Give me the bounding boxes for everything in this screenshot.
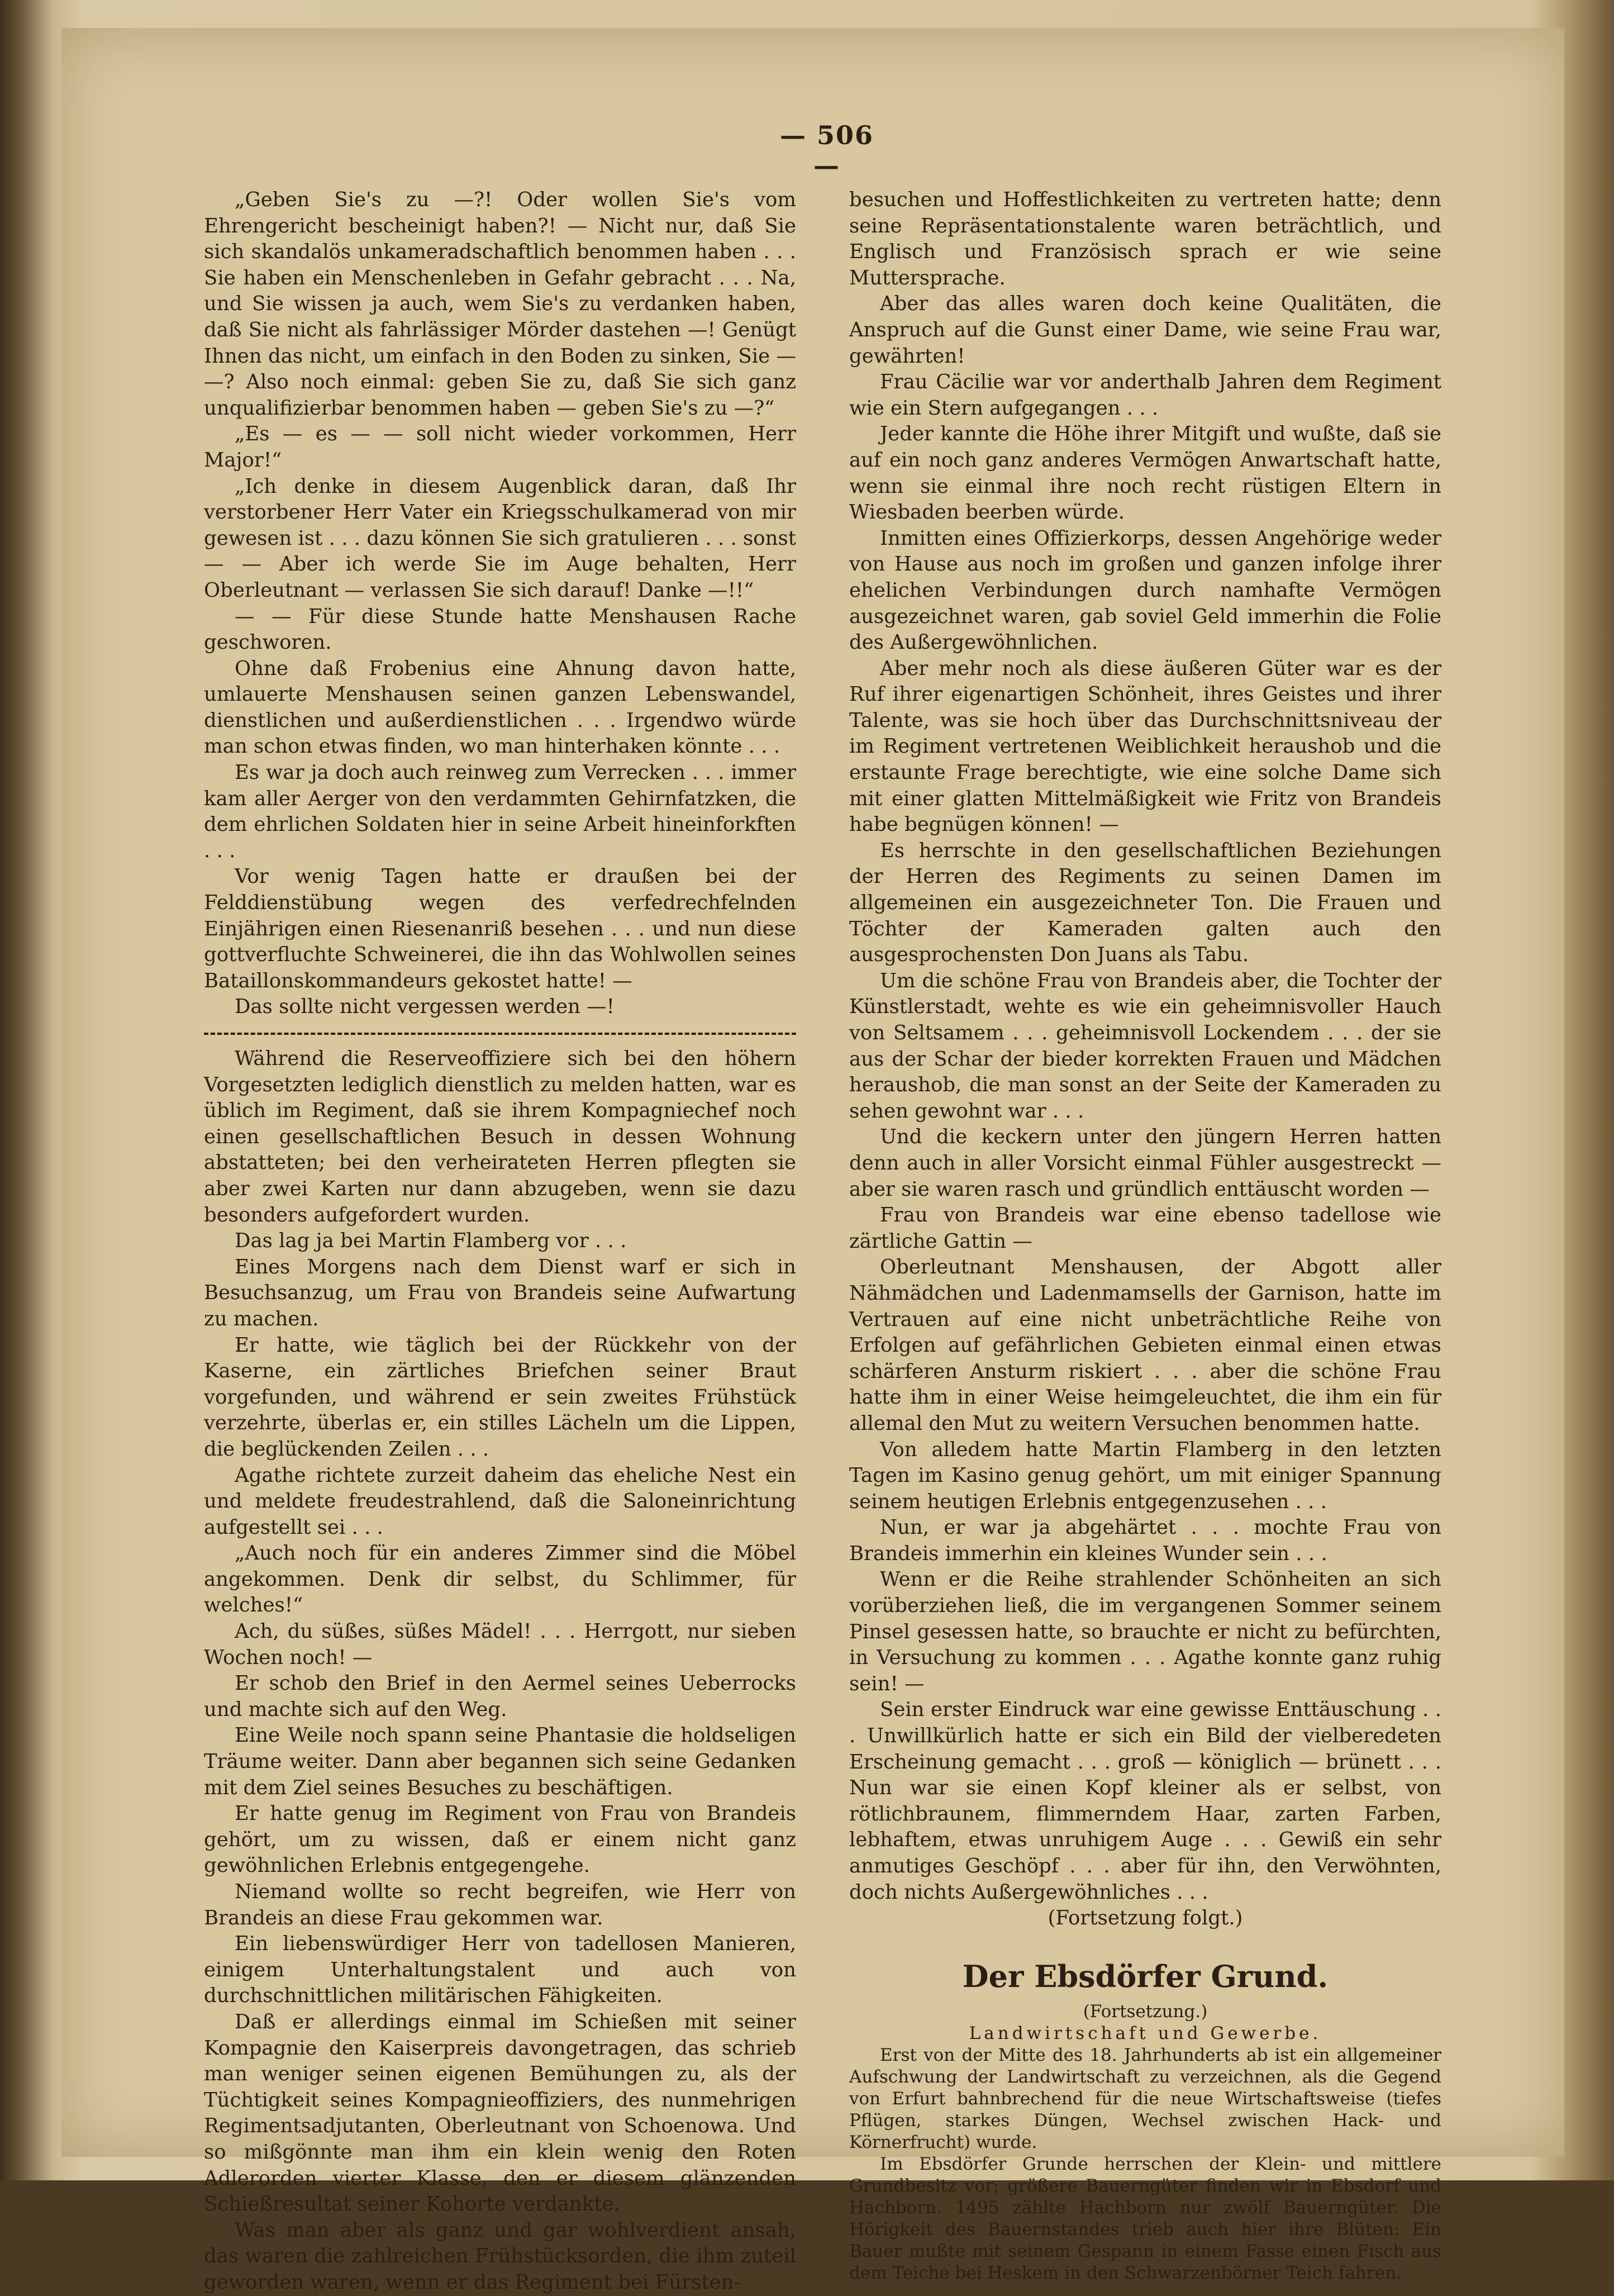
paragraph: Daß er allerdings einmal im Schießen mit seiner Kompagnie den Kaiserpreis davongetragen, das schrieb man weniger seinen eigenen Bemühungen zu, als der Tüchtigkeit seines Kompagnieoffiziers, des nunmehrigen Regimentsadjutanten, Oberleutnant von Schoenowa. Und so mißgönnte man ihm ein klein wenig den Roten Adlerorden vierter Klasse, den er diesem glänzenden Schießresultat seiner Kohorte verdankte. bbox=[204, 2010, 796, 2216]
paragraph: Eines Morgens nach dem Dienst warf er sich in Besuchsanzug, um Frau von Brandeis seine Aufwartung zu machen. bbox=[204, 1255, 796, 1330]
left-column bbox=[204, 187, 796, 2296]
paragraph: Niemand wollte so recht begreifen, wie Herr von Brandeis an diese Frau gekommen war. bbox=[204, 1880, 796, 1929]
paragraph: Während die Reserveoffiziere sich bei den höhern Vorgesetzten lediglich dienstlich zu melden hatten, war es üblich im Regiment, daß sie ihrem Kompagniechef noch einen gesellschaftlichen Besuch in dessen Wohnung abstatteten; bei den verheirateten Herren pflegten sie aber zwei Karten nur dann abzugeben, wenn sie dazu besonders aufgefordert wurden. bbox=[204, 1047, 796, 1227]
paragraph: Aber das alles waren doch keine Qualitäten, die Anspruch auf die Gunst einer Dame, wie seine Frau war, gewährten! bbox=[849, 292, 1441, 368]
paragraph: „Es — es — — soll nicht wieder vorkommen, Herr Major!“ bbox=[204, 422, 796, 472]
paragraph: Von alledem hatte Martin Flamberg in den letzten Tagen im Kasino genug gehört, um mit einiger Spannung seinem heutigen Erlebnis entgegenzusehen . . . bbox=[849, 1438, 1441, 1513]
paragraph: „Ich denke in diesem Augenblick daran, daß Ihr verstorbener Herr Vater ein Kriegsschulkamerad von mir gewesen ist . . . dazu können Sie sich gratulieren . . . sonst — — Aber ich werde Sie im Auge behalten, Herr Oberleutnant — verlassen Sie sich darauf! Danke —!!“ bbox=[204, 474, 796, 602]
paragraph: Frau von Brandeis war eine ebenso tadellose wie zärtliche Gattin — bbox=[849, 1204, 1441, 1253]
continuation-note: (Fortsetzung folgt.) bbox=[1048, 1907, 1243, 1930]
paragraph: Jeder kannte die Höhe ihrer Mitgift und wußte, daß sie auf ein noch ganz anderes Vermögen Anwartschaft hatte, wenn sie einmal ihre noch recht rüstigen Eltern in Wiesbaden beerben würde. bbox=[849, 422, 1441, 524]
paragraph: Ohne daß Frobenius eine Ahnung davon hatte, umlauerte Menshausen seinen ganzen Lebenswandel, dienstlichen und außerdienstlichen . . . Irgendwo würde man schon etwas finden, wo man hinterhaken könnte . . . bbox=[204, 657, 796, 758]
paragraph: Und die keckern unter den jüngern Herren hatten denn auch in aller Vorsicht einmal Fühler ausgestreckt — aber sie waren rasch und gründlich enttäuscht worden — bbox=[849, 1125, 1441, 1201]
page bbox=[61, 28, 1564, 2294]
paragraph: Ein liebenswürdiger Herr von tadellosen Manieren, einigem Unterhaltungstalent und auch von durchschnittlichen militärischen Fähigkeiten. bbox=[204, 1932, 796, 2008]
paragraph: Er hatte genug im Regiment von Frau von Brandeis gehört, um zu wissen, daß er einem nicht ganz gewöhnlichen Erlebnis entgegengehe. bbox=[204, 1802, 796, 1877]
paragraph: besuchen und Hoffestlichkeiten zu vertreten hatte; denn seine Repräsentationstalente waren beträchtlich, und Englisch und Französisch sprach er wie seine Muttersprache. bbox=[849, 188, 1441, 289]
paragraph: Das lag ja bei Martin Flamberg vor . . . bbox=[235, 1229, 627, 1253]
paragraph: Um die schöne Frau von Brandeis aber, die Tochter der Künstlerstadt, wehte es wie ein geheimnisvoller Hauch von Seltsamem . . . geheimnisvoll Lockendem . . . der sie aus der Schar der bieder korrekten Frauen und Mädchen heraushob, die man sonst an der Seite der Kameraden zu sehen gewohnt war . . . bbox=[849, 969, 1441, 1123]
paragraph: Nun, er war ja abgehärtet . . . mochte Frau von Brandeis immerhin ein kleines Wunder sein . . . bbox=[849, 1516, 1441, 1565]
right-column bbox=[849, 187, 1441, 2284]
paragraph: Ach, du süßes, süßes Mädel! . . . Herrgott, nur sieben Wochen noch! — bbox=[204, 1620, 796, 1669]
paragraph: Vor wenig Tagen hatte er draußen bei der Felddienstübung wegen des verfedrechfelnden Einjährigen einen Riesenanriß besehen . . . und nun diese gottverfluchte Schweinerei, die ihn das Wohlwollen seines Bataillonskommandeurs gekostet hatte! — bbox=[204, 865, 796, 992]
paragraph: Erst von der Mitte des 18. Jahrhunderts ab ist ein allgemeiner Aufschwung der Landwirtschaft zu verzeichnen, als die Gegend von Erfurt bahnbrechend für die neue Wirtschaftsweise (tiefes Pflügen, starkes Düngen, Wechsel zwischen Hack- und Körnerfrucht) wurde. bbox=[849, 2045, 1441, 2152]
section-divider bbox=[204, 1020, 796, 1046]
paragraph: „Auch noch für ein anderes Zimmer sind die Möbel angekommen. Denk dir selbst, du Schlimmer, für welches!“ bbox=[204, 1542, 796, 1617]
paragraph: Das sollte nicht vergessen werden —! bbox=[235, 995, 615, 1019]
section-subheading: Landwirtschaft und Gewerbe. bbox=[969, 2023, 1322, 2043]
paragraph: Sein erster Eindruck war eine gewisse Enttäuschung . . . Unwillkürlich hatte er sich ein Bild der vielberedeten Erscheinung gemacht . . . groß — königlich — brünett . . . Nun war sie einen Kopf kleiner als er selbst, von rötlichbraunem, flimmerndem Haar, zarten Farben, lebhaftem, etwas unruhigem Auge . . . Gewiß ein sehr anmutiges Geschöpf . . . aber für ihn, den Verwöhnten, doch nichts Außergewöhnliches . . . bbox=[849, 1698, 1441, 1904]
paragraph: Eine Weile noch spann seine Phantasie die holdseligen Träume weiter. Dann aber begannen sich seine Gedanken mit dem Ziel seines Besuches zu beschäftigen. bbox=[204, 1724, 796, 1799]
page-number: — 506 — bbox=[779, 120, 874, 180]
paragraph: Was man aber als ganz und gar wohlverdient ansah, das waren die zahlreichen Frühstücksorden, die ihm zuteil geworden waren, wenn er das Regiment bei Fürsten- bbox=[204, 2218, 796, 2294]
paragraph: — — Für diese Stunde hatte Menshausen Rache geschworen. bbox=[204, 605, 796, 654]
paragraph: Inmitten eines Offizierkorps, dessen Angehörige weder von Hause aus noch im großen und ganzen infolge ihrer ehelichen Verbindungen durch namhafte Vermögen ausgezeichnet waren, gab soviel Geld immerhin die Folie des Außergewöhnlichen. bbox=[849, 526, 1441, 654]
paragraph: „Geben Sie's zu —?! Oder wollen Sie's vom Ehrengericht bescheinigt haben?! — Nicht nur, daß Sie sich skandalös unkameradschaftlich benommen haben . . . Sie haben ein Menschenleben in Gefahr gebracht . . . Na, und Sie wissen ja auch, wem Sie's zu verdanken haben, daß Sie nicht als fahrlässiger Mörder dastehen —! Genügt Ihnen das nicht, um einfach in den Boden zu sinken, Sie — —? Also noch einmal: geben Sie zu, daß Sie sich ganz unqualifizierbar benommen haben — geben Sie's zu —?“ bbox=[204, 188, 796, 420]
paragraph: Er schob den Brief in den Aermel seines Ueberrocks und machte sich auf den Weg. bbox=[204, 1672, 796, 1721]
paragraph: Es herrschte in den gesellschaftlichen Beziehungen der Herren des Regiments zu seinen Damen im allgemeinen ein ausgezeichneter Ton. Die Frauen und Töchter der Kameraden galten auch den ausgesprochensten Don Juans als Tabu. bbox=[849, 839, 1441, 967]
paragraph: Agathe richtete zurzeit daheim das eheliche Nest ein und meldete freudestrahlend, daß die Saloneinrichtung aufgestellt sei . . . bbox=[204, 1463, 796, 1539]
section-subtitle: (Fortsetzung.) bbox=[1083, 2001, 1208, 2022]
paragraph: Frau Cäcilie war vor anderthalb Jahren dem Regiment wie ein Stern aufgegangen . . . bbox=[849, 370, 1441, 420]
section-title: Der Ebsdörfer Grund. bbox=[962, 1958, 1329, 1994]
paragraph: Er hatte, wie täglich bei der Rückkehr von der Kaserne, ein zärtliches Briefchen seiner Braut vorgefunden, und während er sein zweites Frühstück verzehrte, überlas er, ein stilles Lächeln um die Lippen, die beglückenden Zeilen . . . bbox=[204, 1333, 796, 1461]
paragraph: Aber mehr noch als diese äußeren Güter war es der Ruf ihrer eigenartigen Schönheit, ihres Geistes und ihrer Talente, was sie hoch über das Durchschnittsniveau der im Regiment vertretenen Weiblichkeit heraushob und die erstaunte Frage berechtigte, wie eine solche Dame sich mit einer glatten Mittelmäßigkeit wie Fritz von Brandeis habe begnügen können! — bbox=[849, 657, 1441, 836]
paragraph: Oberleutnant Menshausen, der Abgott aller Nähmädchen und Ladenmamsells der Garnison, hatte im Vertrauen auf eine nicht unbeträchtliche Reihe von Erfolgen auf gefährlichen Gebieten einmal einen etwas schärferen Ansturm riskiert . . . aber die schöne Frau hatte ihm in einer Weise heimgeleuchtet, die ihm ein für allemal den Mut zu weitern Versuchen benommen hatte. bbox=[849, 1256, 1441, 1435]
paragraph: Im Ebsdörfer Grunde herrschen der Klein- und mittlere Grundbesitz vor; größere Bauerngüter finden wir in Ebsdorf und Hachborn. 1495 zählte Hachborn nur zwölf Bauerngüter. Die Hörigkeit des Bauernstandes trieb auch hier ihre Blüten: Ein Bauer mußte mit seinem Gespann in einem Fasse einen Fisch aus dem Teiche bei Heskem in den Schwarzenbörner Teich fahren. bbox=[849, 2154, 1441, 2283]
paragraph: Wenn er die Reihe strahlender Schönheiten an sich vorüberziehen ließ, die im vergangenen Sommer seinem Pinsel gesessen hatte, so brauchte er nicht zu befürchten, in Versuchung zu kommen . . . Agathe konnte ganz ruhig sein! — bbox=[849, 1568, 1441, 1695]
paragraph: Es war ja doch auch reinweg zum Verrecken . . . immer kam aller Aerger von den verdammten Gehirnfatzken, die dem ehrlichen Soldaten hier in seine Arbeit hineinforkften . . . bbox=[204, 761, 796, 862]
